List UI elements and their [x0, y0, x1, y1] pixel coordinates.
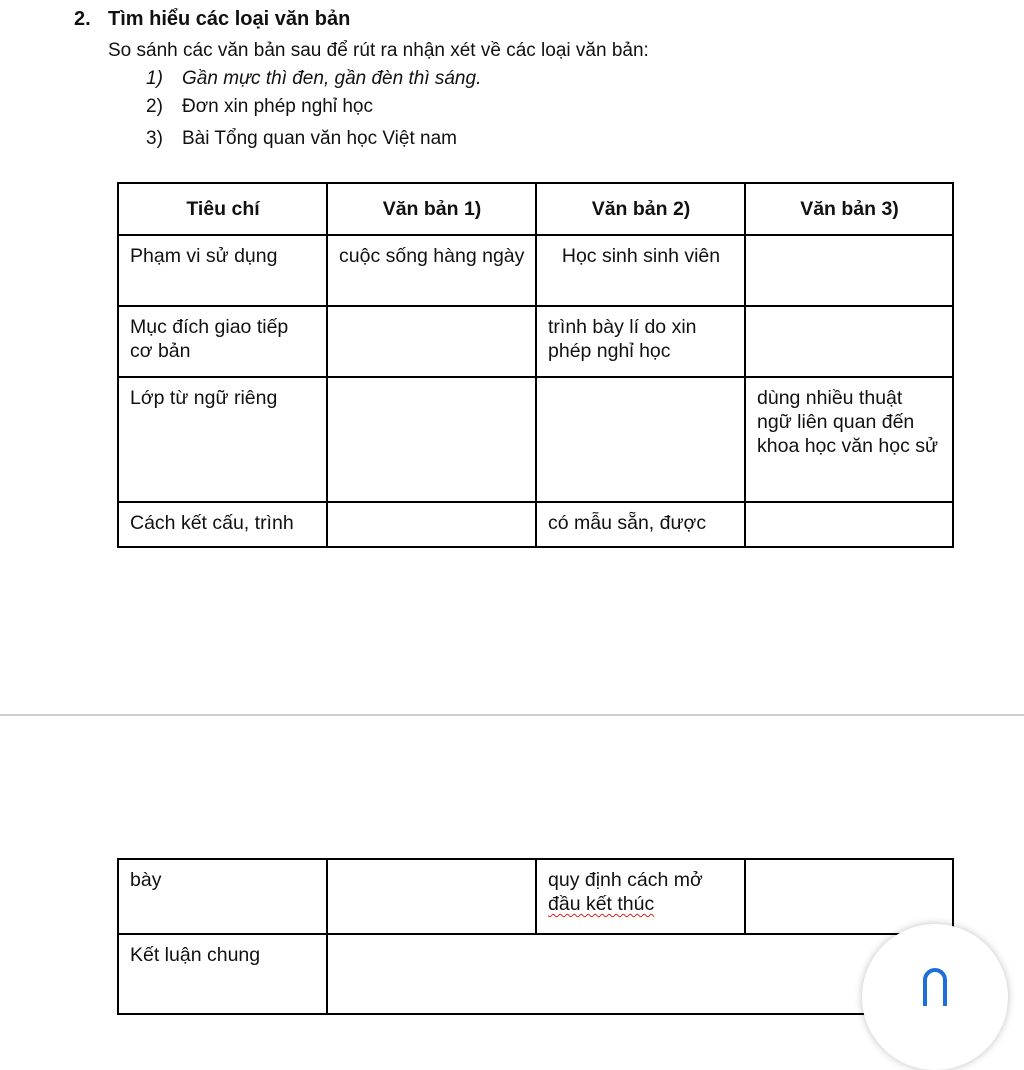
table-cell-conclusion [327, 934, 953, 1014]
table-cell: dùng nhiều thuật ngữ liên quan đến khoa học văn học sử [745, 377, 953, 502]
section-title: Tìm hiểu các loại văn bản [108, 8, 351, 30]
section-number: 2. [74, 8, 91, 30]
table-cell: bày [118, 859, 327, 934]
table-cell: Cách kết cấu, trình [118, 502, 327, 547]
comparison-table-continued [117, 858, 954, 1015]
table-row [118, 306, 953, 377]
table-row [118, 934, 953, 1014]
list-item: 2) Đơn xin phép nghỉ học [146, 96, 373, 117]
section-intro: So sánh các văn bản sau để rút ra nhận xét về các loại văn bản: [108, 40, 649, 61]
table-row [118, 235, 953, 306]
table-cell: Học sinh sinh viên [536, 235, 745, 306]
table-header-cell: Tiêu chí [118, 183, 327, 235]
table-cell: Mục đích giao tiếp cơ bản [118, 306, 327, 377]
table-cell: trình bày lí do xin phép nghỉ học [536, 306, 745, 377]
table-header-cell: Văn bản 1) [327, 183, 536, 235]
page-break-divider [0, 714, 1024, 716]
table-cell [327, 377, 536, 502]
table-row [118, 377, 953, 502]
list-item: 3) Bài Tổng quan văn học Việt nam [146, 128, 457, 149]
table-cell: Kết luận chung [118, 934, 327, 1014]
section-heading [74, 8, 350, 31]
table-row [118, 859, 953, 934]
table-cell [536, 377, 745, 502]
table-header-cell: Văn bản 3) [745, 183, 953, 235]
list-item: 1) Gần mực thì đen, gần đèn thì sáng. [146, 68, 482, 89]
table-cell [745, 859, 953, 934]
attachment-icon [917, 966, 953, 1006]
table-header-row [118, 183, 953, 235]
table-cell [745, 502, 953, 547]
table-cell: Lớp từ ngữ riêng [118, 377, 327, 502]
comparison-table [117, 182, 954, 548]
spellcheck-text: đầu kết thúc [548, 893, 655, 915]
table-cell [327, 859, 536, 934]
table-cell [327, 306, 536, 377]
table-cell: Phạm vi sử dụng [118, 235, 327, 306]
table-cell: quy định cách mở đầu kết thúc [536, 859, 745, 934]
table-cell [327, 502, 536, 547]
attachment-button[interactable] [862, 924, 1008, 1070]
table-cell [745, 306, 953, 377]
table-cell: có mẫu sẵn, được [536, 502, 745, 547]
table-header-cell: Văn bản 2) [536, 183, 745, 235]
table-row [118, 502, 953, 547]
table-cell: cuộc sống hàng ngày [327, 235, 536, 306]
table-cell [745, 235, 953, 306]
